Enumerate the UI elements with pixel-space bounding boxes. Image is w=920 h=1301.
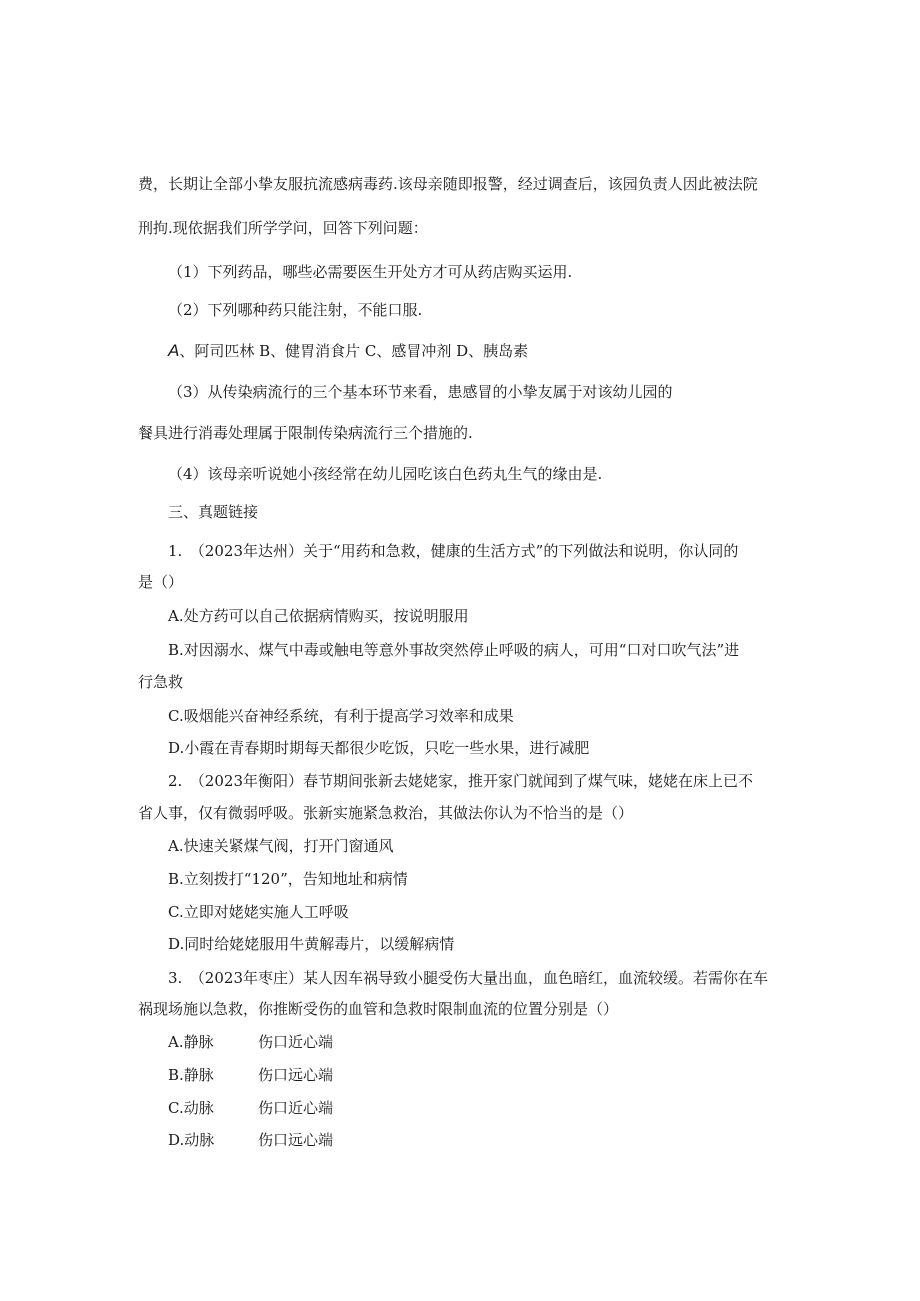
question-2-option-a: A.快速关紧煤气阀，打开门窗通风 <box>168 837 394 855</box>
question-3-stem-line-1: 3. （2023年枣庄）某人因车祸导致小腿受伤大量出血，血色暗红，血流较缓。若需你在车 <box>168 969 768 987</box>
sub-question-2-options <box>168 341 528 361</box>
option-value: 伤口近心端 <box>258 1033 334 1051</box>
intro-line-2: 刑拘.现依据我们所学学问，回答下列问题： <box>138 219 428 237</box>
sub-question-3-line-1: （3）从传染病流行的三个基本环节来看，患感冒的小挚友属于对该幼儿园的 <box>168 383 673 401</box>
question-3-stem-line-2: 祸现场施以急救，你推断受伤的血管和急救时限制血流的位置分别是（） <box>138 1000 619 1018</box>
sub-question-4: （4）该母亲听说她小孩经常在幼儿园吃该白色药丸生气的缘由是. <box>168 465 603 483</box>
option-value: 伤口近心端 <box>258 1099 334 1117</box>
option-label: B.静脉 <box>168 1066 214 1084</box>
question-3-option-d <box>168 1130 333 1150</box>
question-3-option-b <box>168 1065 333 1085</box>
question-2-option-b: B.立刻拨打“120”，告知地址和病情 <box>168 870 408 888</box>
question-1-stem-line-2: 是（） <box>138 573 184 591</box>
question-1-option-a: A.处方药可以自己依据病情购买，按说明服用 <box>168 607 469 625</box>
section-title: 三、真题链接 <box>168 503 259 521</box>
option-list-text: 、阿司匹林 B、健胃消食片 C、感冒冲剂 D、胰岛素 <box>179 342 529 360</box>
question-2-stem-line-1: 2. （2023年衡阳）春节期间张新去姥姥家，推开家门就闻到了煤气味，姥姥在床上已不 <box>168 772 753 790</box>
question-2-stem-line-2: 省人事，仅有微弱呼吸。张新实施紧急救治，其做法你认为不恰当的是（） <box>138 804 634 822</box>
question-1-option-d: D.小霞在青春期时期每天都很少吃饭，只吃一些水果，进行减肥 <box>168 739 590 757</box>
question-1-option-b-cont: 行急救 <box>138 673 184 691</box>
option-label: D.动脉 <box>168 1131 215 1149</box>
option-value: 伤口远心端 <box>258 1131 334 1149</box>
question-2-option-d: D.同时给姥姥服用牛黄解毒片，以缓解病情 <box>168 935 455 953</box>
sub-question-3-line-2: 餐具进行消毒处理属于限制传染病流行三个措施的. <box>138 424 473 442</box>
question-3-option-a <box>168 1032 333 1052</box>
question-2-option-c: C.立即对姥姥实施人工呼吸 <box>168 903 349 921</box>
question-1-stem-line-1: 1. （2023年达州）关于“用药和急救，健康的生活方式”的下列做法和说明，你认同的 <box>168 542 739 560</box>
option-label: A.静脉 <box>168 1033 214 1051</box>
sub-question-2: （2）下列哪种药只能注射，不能口服. <box>168 301 423 319</box>
question-1-option-c: C.吸烟能兴奋神经系统，有利于提高学习效率和成果 <box>168 707 514 725</box>
sub-question-1: （1）下列药品，哪些必需要医生开处方才可从药店购买运用. <box>168 263 573 281</box>
option-value: 伤口远心端 <box>258 1066 334 1084</box>
question-1-option-b: B.对因溺水、煤气中毒或触电等意外事故突然停止呼吸的病人，可用“口对口吹气法”进 <box>168 641 740 659</box>
option-a-prefix: A <box>168 341 180 360</box>
question-3-option-c <box>168 1098 333 1118</box>
intro-line-1: 费，长期让全部小挚友服抗流感病毒药.该母亲随即报警，经过调查后，该园负责人因此被法院 <box>138 175 758 193</box>
option-label: C.动脉 <box>168 1099 214 1117</box>
